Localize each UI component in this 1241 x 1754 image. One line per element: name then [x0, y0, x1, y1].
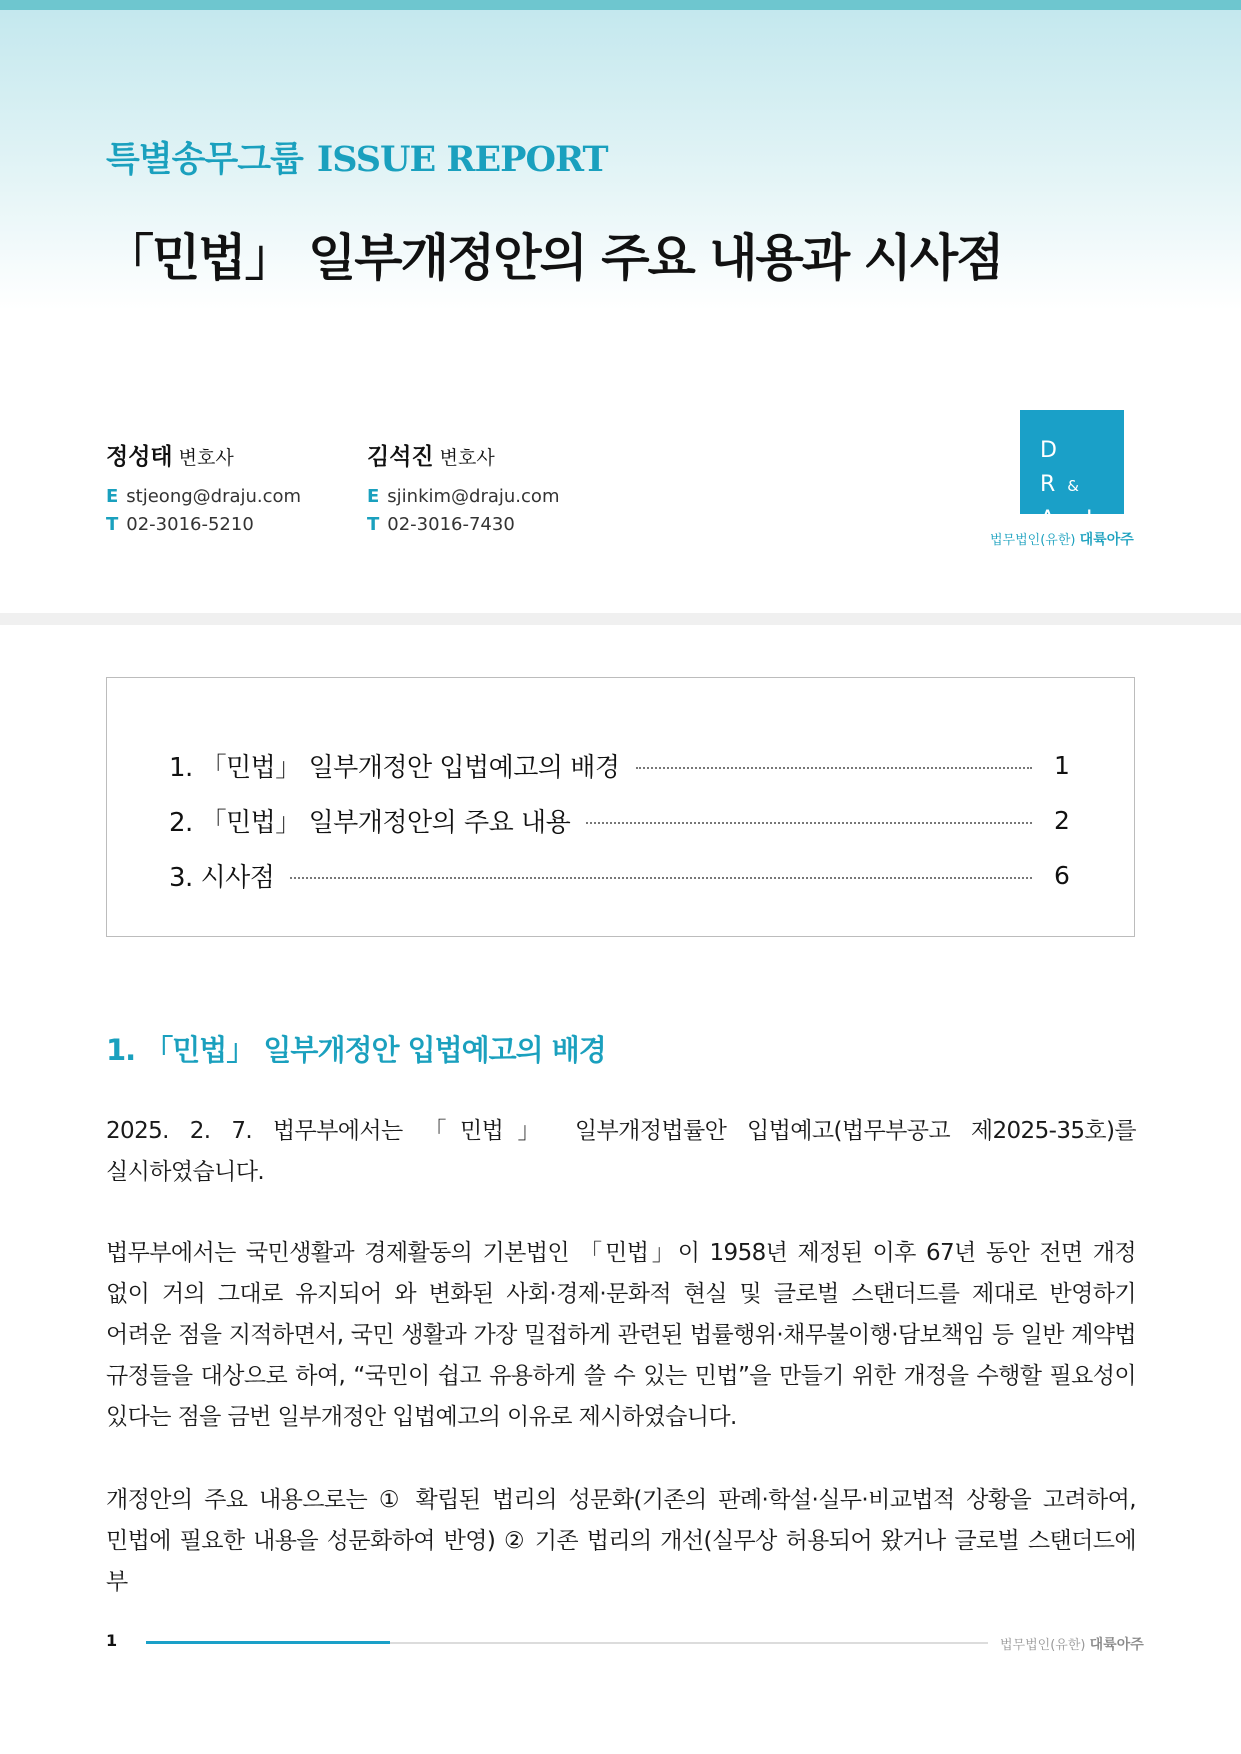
- phone-value: 02-3016-5210: [126, 514, 254, 535]
- author-phone: [106, 511, 301, 539]
- body-paragraph: 법무부에서는 국민생활과 경제활동의 기본법인 「민법」이 1958년 제정된 이후 67년 동안 전면 개정 없이 거의 그대로 유지되어 와 변화된 사회·경제·문화적 현실 및 글로벌 스탠더드를 제대로 반영하기 어려운 점을 지적하면서, 국민 생활과 가장 밀접하게 관련된 법률행위·채무불이행·담보책임 등 일반 계약법 규정들을 대상으로 하여, “국민이 쉽고 유용하게 쓸 수 있는 민법”을 만들기 위한 개정을 수행할 필요성이 있다는 점을 금번 일부개정안 입법예고의 이유로 제시하였습니다.: [106, 1240, 1136, 1430]
- table-of-contents: [106, 677, 1135, 937]
- logo-ampersand: &: [1067, 477, 1079, 495]
- toc-item[interactable]: [169, 738, 1074, 793]
- email-key: E: [106, 486, 119, 507]
- series-group-name: 특별송무그룹: [106, 140, 303, 180]
- email-key: E: [367, 486, 380, 507]
- author-role: 변호사: [439, 447, 495, 469]
- page-title: 「민법」 일부개정안의 주요 내용과 시사점: [104, 229, 1003, 287]
- logo-line-1: D R: [1040, 438, 1069, 497]
- toc-item-label: 1. 「민법」 일부개정안 입법예고의 배경: [169, 753, 620, 783]
- toc-item[interactable]: [169, 848, 1074, 903]
- firm-prefix: 법무법인(유한): [990, 533, 1076, 548]
- author-card: [106, 438, 301, 539]
- section-heading: 1. 「민법」 일부개정안 입법예고의 배경: [106, 1033, 606, 1067]
- toc-item[interactable]: [169, 793, 1074, 848]
- body-paragraph: 2025. 2. 7. 법무부에서는 「민법」 일부개정법률안 입법예고(법무부공고 제2025-35호)를 실시하였습니다.: [106, 1118, 1136, 1185]
- firm-name-logo: [990, 529, 1134, 549]
- footer-firm-label: 대륙아주: [1089, 1637, 1144, 1653]
- author-card: [367, 438, 559, 539]
- email-value[interactable]: sjinkim@draju.com: [387, 486, 560, 507]
- footer-firm-prefix: 법무법인(유한): [1000, 1638, 1086, 1653]
- author-name: 김석진: [367, 444, 434, 470]
- toc-item-page: 1: [1054, 751, 1070, 780]
- series-label: ISSUE REPORT: [316, 139, 608, 180]
- phone-key: T: [106, 514, 119, 535]
- firm-name: 대륙아주: [1079, 532, 1134, 548]
- toc-item-page: 2: [1054, 806, 1070, 835]
- toc-leader-dots: [290, 877, 1032, 879]
- toc-item-page: 6: [1054, 861, 1070, 890]
- author-name: 정성태: [106, 444, 173, 470]
- phone-value: 02-3016-7430: [387, 514, 515, 535]
- author-email[interactable]: [367, 483, 559, 511]
- email-value[interactable]: stjeong@draju.com: [126, 486, 302, 507]
- report-series: [106, 132, 608, 182]
- toc-leader-dots: [586, 822, 1032, 824]
- logo-line-2: A J U: [1040, 507, 1105, 566]
- footer-rule-accent: [146, 1641, 390, 1644]
- author-role: 변호사: [178, 447, 234, 469]
- author-phone: [367, 511, 559, 539]
- toc-item-label: 2. 「민법」 일부개정안의 주요 내용: [169, 808, 571, 838]
- top-accent-bar: [0, 0, 1241, 10]
- toc-item-label: 3. 시사점: [169, 863, 275, 893]
- toc-leader-dots: [636, 767, 1033, 769]
- page-number: 1: [106, 1631, 118, 1650]
- section-divider: [0, 613, 1241, 625]
- phone-key: T: [367, 514, 380, 535]
- body-paragraph: 개정안의 주요 내용으로는 ① 확립된 법리의 성문화(기존의 판례·학설·실무·비교법적 상황을 고려하여, 민법에 필요한 내용을 성문화하여 반영) ② 기존 법리의 개선(실무상 허용되어 왔거나 글로벌 스탠더드에 부: [106, 1487, 1136, 1595]
- footer-firm-name: [1000, 1634, 1144, 1654]
- author-email[interactable]: [106, 483, 301, 511]
